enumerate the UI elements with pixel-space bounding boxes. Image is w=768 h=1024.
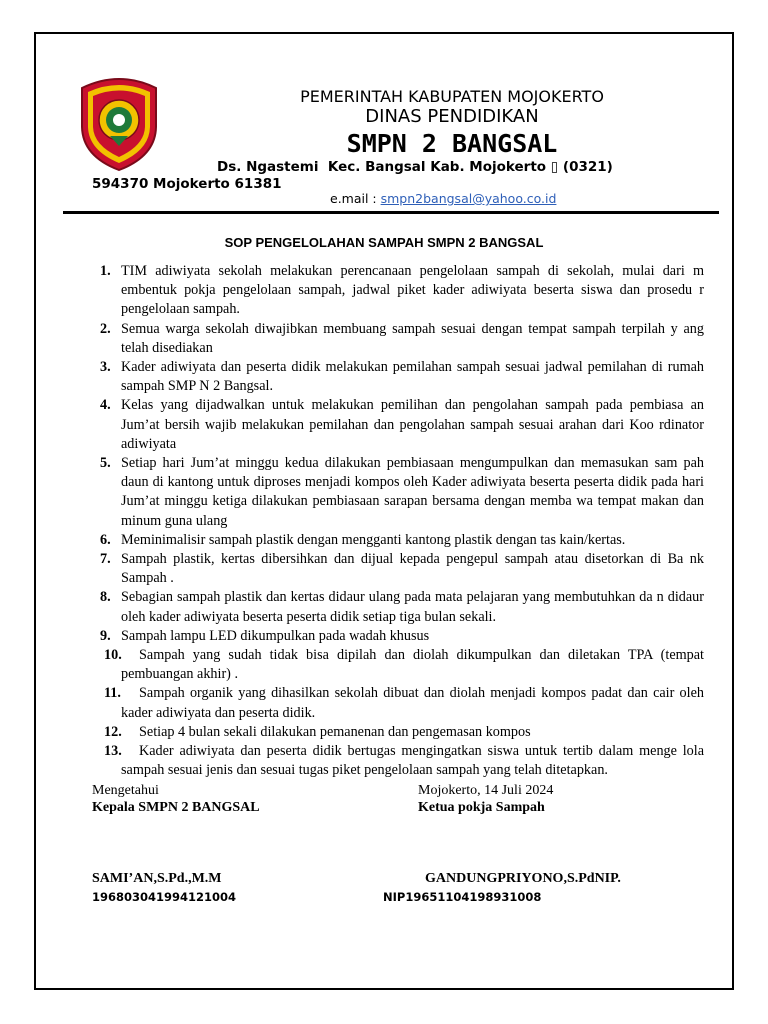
department-line: DINAS PENDIDIKAN <box>365 106 539 127</box>
sop-item <box>84 358 704 396</box>
sop-item-text: Setiap hari Jum’at minggu kedua dilakukan pembiasaan mengumpulkan dan memasukan sam pah daun di kantong untuk diproses menjadi kompos oleh Kader adiwiyata beserta peserta didik pada hari Jum’at minggu ketiga dilakukan pembiasaan sarapan bersama dengan memba wa tempat makan dan minum guna ulang <box>121 455 704 529</box>
sop-item-number: 4. <box>100 397 111 414</box>
sop-item-number: 12. <box>104 723 122 740</box>
document-title: SOP PENGELOLAHAN SAMPAH SMPN 2 BANGSAL <box>224 235 544 250</box>
sop-item-number: 11. <box>104 685 121 702</box>
government-line: PEMERINTAH KABUPATEN MOJOKERTO <box>300 87 604 106</box>
sop-item-text: Sampah plastik, kertas dibersihkan dan dijual kepada pengepul sampah atau disetorkan di Ba nk Sampah . <box>121 551 704 587</box>
sop-item <box>84 262 704 320</box>
email-link[interactable]: smpn2bangsal@yahoo.co.id <box>380 191 557 206</box>
sop-item-number: 2. <box>100 320 111 337</box>
sop-item-number: 3. <box>100 359 111 376</box>
sop-item <box>84 646 704 684</box>
email-label: e.mail : <box>330 191 381 206</box>
sop-item-number: 1. <box>100 263 111 279</box>
sop-item-text: Sampah organik yang dihasilkan sekolah dibuat dan diolah menjadi kompos padat dan cair oleh kader adiwiyata dan peserta didik. <box>121 685 704 721</box>
sop-item-number: 8. <box>100 589 111 606</box>
sop-item <box>84 723 704 742</box>
sop-item-text: Kader adiwiyata dan peserta didik melakukan pemilahan sampah sesuai jadwal pemilahan di rumah sampah SMP N 2 Bangsal. <box>121 359 704 395</box>
sop-item-text: Sebagian sampah plastik dan kertas didaur ulang pada mata pelajaran yang membutuhkan da n didaur oleh kader adiwiyata beserta peserta didik setiap tiga bulan sekali. <box>121 589 704 625</box>
principal-title: Kepala SMPN 2 BANGSAL <box>92 800 260 815</box>
sop-item-number: 7. <box>100 551 111 568</box>
school-name: SMPN 2 BANGSAL <box>346 129 558 158</box>
pokja-leader-name: GANDUNGPRIYONO,S.PdNIP. <box>425 871 621 886</box>
sop-item <box>84 320 704 358</box>
principal-name: SAMI’AN,S.Pd.,M.M <box>92 871 222 886</box>
sop-item <box>84 742 704 780</box>
sop-item-number: 5. <box>100 455 111 472</box>
sop-item-text: TIM adiwiyata sekolah melakukan perencanaan pengelolaan sampah di sekolah, mulai dari m embentuk pokja pengelolaan sampah, jadwal piket kader adiwiyata beserta siswa dan prosedu r pengelolaan sampah. <box>121 263 704 318</box>
sop-item-number: 10. <box>104 647 122 664</box>
sop-item-number: 9. <box>100 627 111 644</box>
acknowledged-label: Mengetahui <box>92 783 159 798</box>
sop-item <box>84 454 704 531</box>
sop-item-text: Meminimalisir sampah plastik dengan mengganti kantong plastik dengan tas kain/kertas. <box>121 531 626 548</box>
sop-item-text: Kader adiwiyata dan peserta didik bertugas mengingatkan siswa untuk tertib dalam menge lola sampah sesuai jenis dan sesuai tugas piket pengelolaan sampah yang telah ditetapkan. <box>121 743 704 779</box>
sop-item-text: Setiap 4 bulan sekali dilakukan pemanenan dan pengemasan kompos <box>139 723 531 740</box>
sop-item <box>84 627 704 646</box>
sop-item <box>84 588 704 626</box>
sop-item-number: 6. <box>100 531 111 548</box>
sop-item <box>84 531 704 550</box>
sop-item <box>84 396 704 454</box>
pokja-leader-title: Ketua pokja Sampah <box>418 800 545 815</box>
sop-item <box>84 550 704 588</box>
sop-item-text: Semua warga sekolah diwajibkan membuang sampah sesuai dengan tempat sampah terpilah y ang telah disediakan <box>121 320 704 356</box>
sop-list <box>84 262 704 780</box>
sop-item-text: Sampah lampu LED dikumpulkan pada wadah khusus <box>121 627 430 644</box>
pokja-leader-nip: NIP19651104198931008 <box>383 890 542 904</box>
sop-item-text: Sampah yang sudah tidak bisa dipilah dan diolah dikumpulkan dan diletakan TPA (tempat pembuangan akhir) . <box>121 647 704 683</box>
address-line-1: Ds. Ngastemi Kec. Bangsal Kab. Mojokerto ▯ (0321) <box>217 159 613 175</box>
principal-nip: 196803041994121004 <box>92 890 237 904</box>
header-divider <box>63 211 719 214</box>
sop-item <box>84 684 704 722</box>
sop-item-number: 13. <box>104 743 122 760</box>
email-line <box>330 191 556 206</box>
address-line-2: 594370 Mojokerto 61381 <box>92 176 282 192</box>
place-date: Mojokerto, 14 Juli 2024 <box>418 783 554 798</box>
sop-item-text: Kelas yang dijadwalkan untuk melakukan pemilihan dan pengolahan sampah pada pembiasa an Jum’at bersih wajib melakukan pemilahan dan pengolahan sampah sesuai arahan dari Koo rdinator adiwiyata <box>121 397 704 452</box>
